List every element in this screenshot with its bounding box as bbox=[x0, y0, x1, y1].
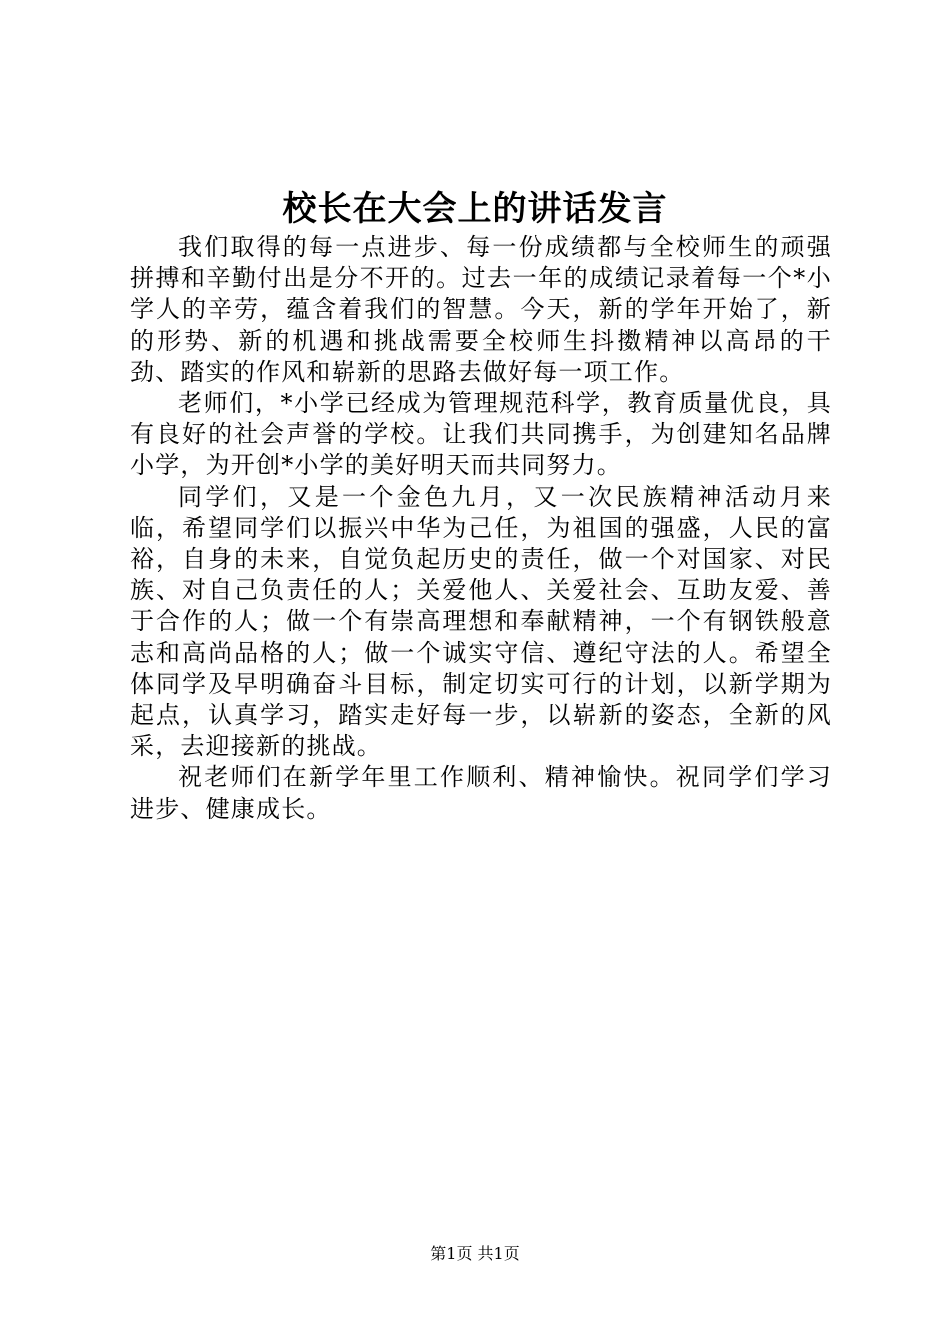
document-title: 校长在大会上的讲话发言 bbox=[282, 189, 668, 229]
page-number-footer: 第1页 共1页 bbox=[430, 1244, 520, 1263]
document-body bbox=[130, 232, 832, 825]
paragraph-teachers: 老师们，*小学已经成为管理规范科学，教育质量优良，具有良好的社会声誉的学校。让我们共同携手，为创建知名品牌小学，为开创*小学的美好明天而共同努力。 bbox=[130, 389, 832, 480]
paragraph-progress: 我们取得的每一点进步、每一份成绩都与全校师生的顽强拼搏和辛勤付出是分不开的。过去一年的成绩记录着每一个*小学人的辛劳，蕴含着我们的智慧。今天，新的学年开始了，新的形势、新的机遇和挑战需要全校师生抖擞精神以高昂的干劲、踏实的作风和崭新的思路去做好每一项工作。 bbox=[130, 233, 832, 386]
paragraph-wishes: 祝老师们在新学年里工作顺利、精神愉快。祝同学们学习进步、健康成长。 bbox=[130, 763, 832, 823]
paragraph-students: 同学们，又是一个金色九月，又一次民族精神活动月来临，希望同学们以振兴中华为己任，为祖国的强盛，人民的富裕，自身的未来，自觉负起历史的责任，做一个对国家、对民族、对自己负责任的人；关爱他人、关爱社会、互助友爱、善于合作的人；做一个有崇高理想和奉献精神，一个有钢铁般意志和高尚品格的人；做一个诚实守信、遵纪守法的人。希望全体同学及早明确奋斗目标，制定切实可行的计划，以新学期为起点，认真学习，踏实走好每一步，以崭新的姿态，全新的风采，去迎接新的挑战。 bbox=[130, 482, 832, 761]
